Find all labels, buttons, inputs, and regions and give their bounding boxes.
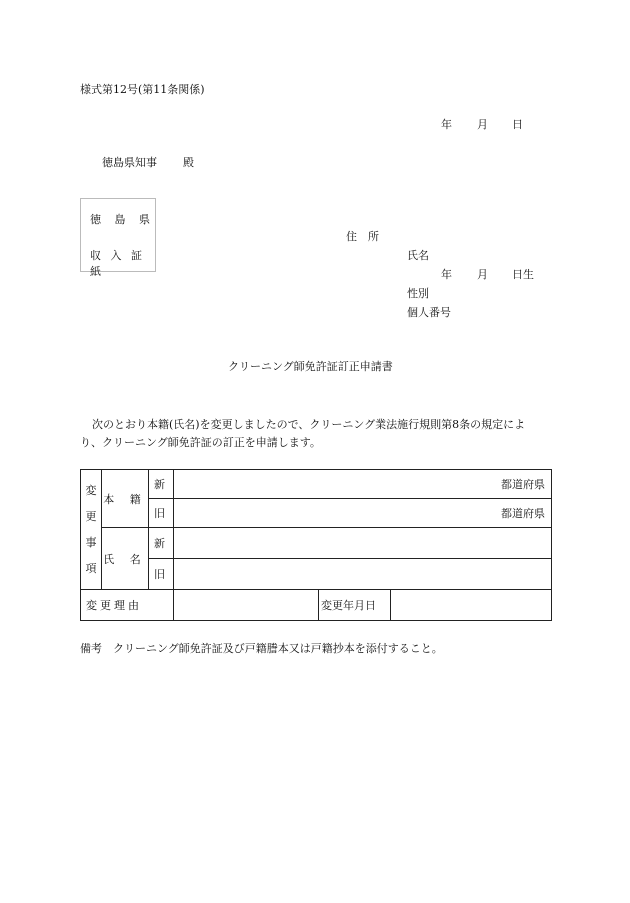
body-line-1: 次のとおり本籍(氏名)を変更しましたので、クリーニング業法施行規則第8条の規定によ bbox=[92, 418, 526, 431]
birth-month-label: 月 bbox=[477, 268, 488, 281]
change-date-label: 変更年月日 bbox=[319, 590, 391, 621]
document-title: クリーニング師免許証訂正申請書 bbox=[228, 360, 393, 373]
stamp-line-1: 徳 島 県 bbox=[90, 213, 155, 226]
date-month-label: 月 bbox=[477, 118, 488, 131]
reason-label: 変更理由 bbox=[81, 590, 174, 621]
birth-year-label: 年 bbox=[441, 268, 452, 281]
name-new-field[interactable] bbox=[174, 528, 552, 559]
honseki-label: 本 籍 bbox=[102, 470, 149, 528]
addressee: 徳島県知事 bbox=[102, 156, 157, 169]
honseki-new-label: 新 bbox=[149, 470, 174, 499]
form-number: 様式第12号(第11条関係) bbox=[80, 83, 205, 96]
name-label: 氏名 bbox=[407, 249, 429, 262]
honseki-new-field[interactable]: 都道府県 bbox=[174, 470, 552, 499]
change-date-field[interactable] bbox=[391, 590, 552, 621]
change-char-2: 更 bbox=[85, 509, 97, 523]
address-label: 住 所 bbox=[346, 230, 379, 243]
change-table bbox=[80, 469, 552, 621]
name-row-label: 氏 名 bbox=[102, 528, 149, 590]
change-char-1: 変 bbox=[85, 483, 97, 497]
date-day-label: 日 bbox=[512, 118, 523, 131]
honorific: 殿 bbox=[183, 156, 194, 169]
name-old-label: 旧 bbox=[149, 559, 174, 590]
date-year-label: 年 bbox=[441, 118, 452, 131]
id-number-label: 個人番号 bbox=[407, 306, 451, 319]
revenue-stamp-box bbox=[80, 198, 156, 278]
honseki-old-label: 旧 bbox=[149, 499, 174, 528]
remarks: 備考 クリーニング師免許証及び戸籍謄本又は戸籍抄本を添付すること。 bbox=[80, 642, 443, 655]
gender-label: 性別 bbox=[407, 287, 429, 300]
change-char-4: 項 bbox=[85, 561, 97, 575]
stamp-line-2: 収 入 証 紙 bbox=[90, 249, 145, 278]
name-new-label: 新 bbox=[149, 528, 174, 559]
change-char-3: 事 bbox=[85, 535, 97, 549]
name-old-field[interactable] bbox=[174, 559, 552, 590]
birth-day-label: 日生 bbox=[512, 268, 534, 281]
honseki-old-field[interactable]: 都道府県 bbox=[174, 499, 552, 528]
body-line-2: り、クリーニング師免許証の訂正を申請します。 bbox=[80, 436, 321, 449]
change-items-header bbox=[81, 470, 102, 590]
reason-field[interactable] bbox=[174, 590, 319, 621]
